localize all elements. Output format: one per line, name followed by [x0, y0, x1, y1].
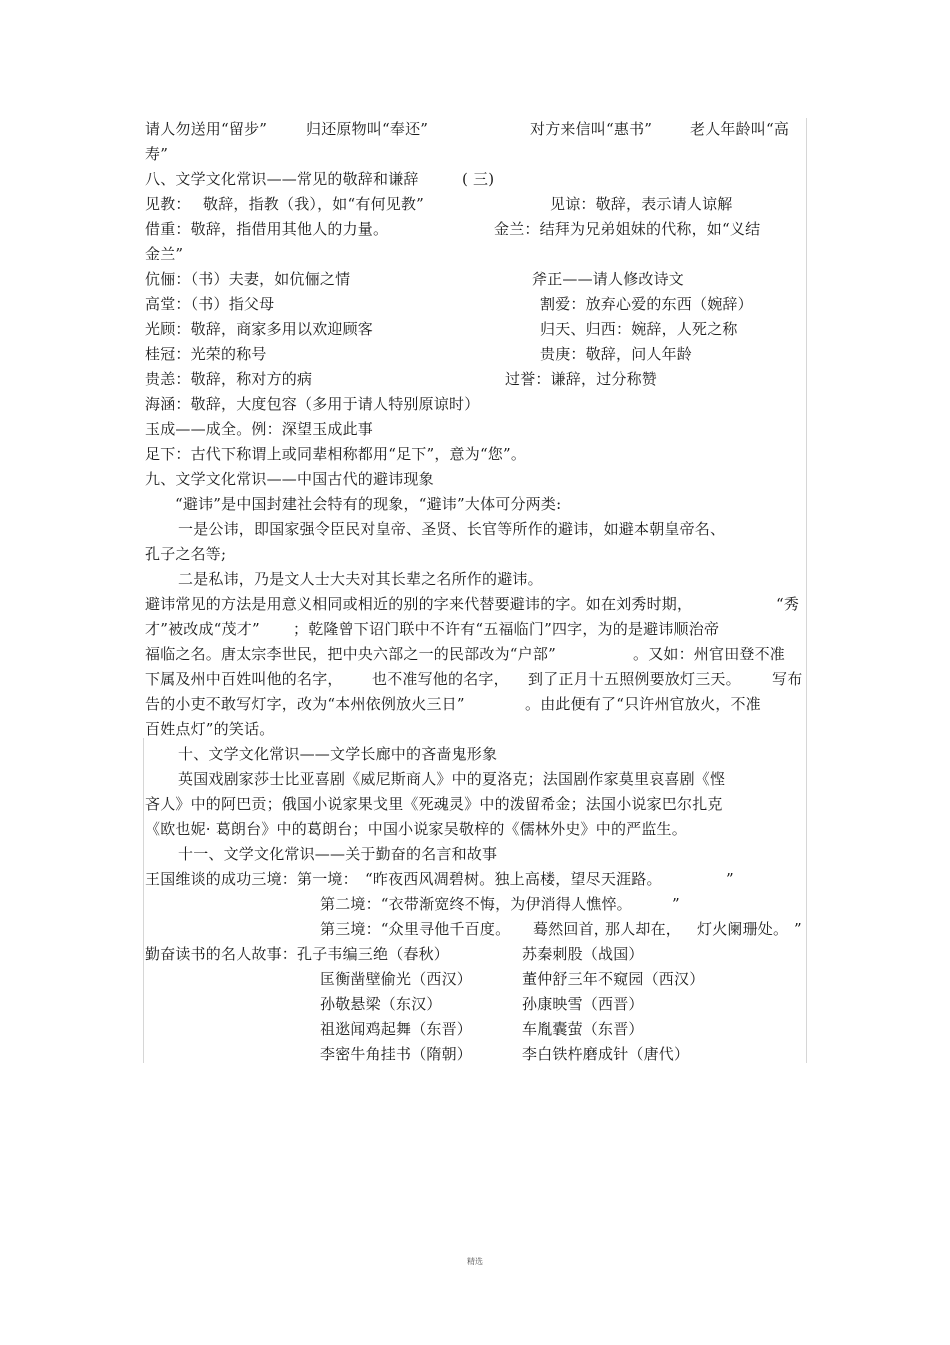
- text-line: 请人勿送用“留步”: [145, 120, 268, 138]
- text-line: 吝人》中的阿巴贡；俄国小说家果戈里《死魂灵》中的泼留希金；法国小说家巴尔扎克: [145, 795, 723, 813]
- text-line: 才”被改成“茂才”: [145, 620, 260, 638]
- text-line: 第二境：“衣带渐宽终不悔，为伊消得人憔悴。: [320, 895, 632, 913]
- right-margin-line: [806, 118, 807, 1063]
- text-line: 英国戏剧家莎士比亚喜剧《威尼斯商人》中的夏洛克；法国剧作家莫里哀喜剧《悭: [178, 770, 726, 788]
- text-line: 李白铁杵磨成针（唐代）: [522, 1045, 690, 1063]
- text-line: 孙敬悬梁（东汉）: [320, 995, 442, 1013]
- section-heading: 十、文学文化常识——文学长廊中的吝啬鬼形象: [178, 745, 498, 763]
- text-line: 告的小吏不敢写灯字，改为“本州依例放火三日”: [145, 695, 465, 713]
- page-footer: 精选: [467, 1257, 483, 1266]
- text-line: 金兰：结拜为兄弟姐妹的代称，如“义结: [494, 220, 761, 238]
- text-line: 也不准写他的名字，: [372, 670, 509, 688]
- text-line: 斧正——请人修改诗文: [532, 270, 685, 288]
- text-line: “秀: [776, 595, 800, 613]
- text-line: 敬辞，指教（我），如“有何见教”: [203, 195, 425, 213]
- text-line: 《欧也妮· 葛朗台》中的葛朗台；中国小说家吴敬梓的《儒林外史》中的严监生。: [145, 820, 687, 838]
- text-line: 一是公讳，即国家强令臣民对皇帝、圣贤、长官等所作的避讳，如避本朝皇帝名、: [178, 520, 726, 538]
- text-line: ”: [672, 895, 680, 913]
- text-line: 割爱：放弃心爱的东西（婉辞）: [540, 295, 753, 313]
- text-line: 避讳常见的方法是用意义相同或相近的别的字来代替要避讳的字。如在刘秀时期，: [145, 595, 693, 613]
- text-line: 借重：敬辞，指借用其他人的力量。: [145, 220, 389, 238]
- text-line: 董仲舒三年不窥园（西汉）: [522, 970, 705, 988]
- text-line: 海涵：敬辞，大度包容（多用于请人特别原谅时）: [145, 395, 480, 413]
- text-line: 归还原物叫“奉还”: [306, 120, 429, 138]
- text-line: ；乾隆曾下诏门联中不许有“五福临门”四字，为的是避讳顺治帝: [293, 620, 720, 638]
- section-heading: 八、文学文化常识——常见的敬辞和谦辞: [145, 170, 419, 188]
- text-line: 蓦然回首，: [533, 920, 610, 938]
- text-line: ”: [726, 870, 734, 888]
- text-line: 伉俪：（书）夫妻，如伉俪之情: [145, 270, 351, 288]
- text-line: 灯火阑珊处。: [697, 920, 789, 938]
- text-line: 王国维谈的成功三境：第一境：: [145, 870, 358, 888]
- text-line: 苏秦刺股（战国）: [522, 945, 644, 963]
- text-line: 福临之名。唐太宗李世民，把中央六部之一的民部改为“户部”: [145, 645, 556, 663]
- text-line: 祖逖闻鸡起舞（东晋）: [320, 1020, 473, 1038]
- text-line: 见谅：敬辞，表示请人谅解: [550, 195, 733, 213]
- text-line: “避讳”是中国封建社会特有的现象，“避讳”大体可分两类:: [175, 495, 562, 513]
- text-line: 二是私讳，乃是文人士大夫对其长辈之名所作的避讳。: [178, 570, 543, 588]
- text-line: 足下：古代下称谓上或同辈相称都用“足下”，意为“您”。: [145, 445, 527, 463]
- left-margin-line: [143, 738, 144, 1063]
- text-line: 过誉：谦辞，过分称赞: [505, 370, 658, 388]
- text-line: 对方来信叫“惠书”: [530, 120, 653, 138]
- text-line: 孙康映雪（西晋）: [522, 995, 644, 1013]
- text-line: 高堂：（书）指父母: [145, 295, 275, 313]
- text-line: 写布: [772, 670, 803, 688]
- text-line: 百姓点灯”的笑话。: [145, 720, 275, 738]
- text-line: 车胤囊萤（东晋）: [522, 1020, 644, 1038]
- section-heading: 十一、文学文化常识——关于勤奋的名言和故事: [178, 845, 498, 863]
- text-line: 李密牛角挂书（隋朝）: [320, 1045, 473, 1063]
- text-line: 那人却在，: [605, 920, 682, 938]
- text-line: 。由此便有了“只许州官放火，不准: [525, 695, 761, 713]
- text-line: ”: [794, 920, 802, 938]
- text-line: 老人年龄叫“高: [690, 120, 790, 138]
- text-line: 到了正月十五照例要放灯三天。: [528, 670, 741, 688]
- text-line: 贵恙：敬辞，称对方的病: [145, 370, 313, 388]
- text-line: 寿”: [145, 145, 169, 163]
- text-line: 孔子之名等;: [145, 545, 227, 563]
- text-line: 第三境：“众里寻他千百度。: [320, 920, 511, 938]
- text-line: 。又如：州官田登不准: [633, 645, 786, 663]
- text-line: 光顾：敬辞，商家多用以欢迎顾客: [145, 320, 374, 338]
- text-line: 下属及州中百姓叫他的名字，: [145, 670, 343, 688]
- text-line: 桂冠：光荣的称号: [145, 345, 267, 363]
- text-line: 金兰”: [145, 245, 184, 263]
- text-line: 归天、归西：婉辞，人死之称: [540, 320, 738, 338]
- section-heading: ( 三): [462, 170, 495, 188]
- text-line: 玉成——成全。例：深望玉成此事: [145, 420, 374, 438]
- text-line: 匡衡凿壁偷光（西汉）: [320, 970, 473, 988]
- text-line: “昨夜西风凋碧树。独上高楼，望尽天涯路。: [365, 870, 662, 888]
- text-line: 贵庚：敬辞，问人年龄: [540, 345, 693, 363]
- text-line: 勤奋读书的名人故事：孔子韦编三绝（春秋）: [145, 945, 450, 963]
- text-line: 见教：: [145, 195, 191, 213]
- section-heading: 九、文学文化常识——中国古代的避讳现象: [145, 470, 434, 488]
